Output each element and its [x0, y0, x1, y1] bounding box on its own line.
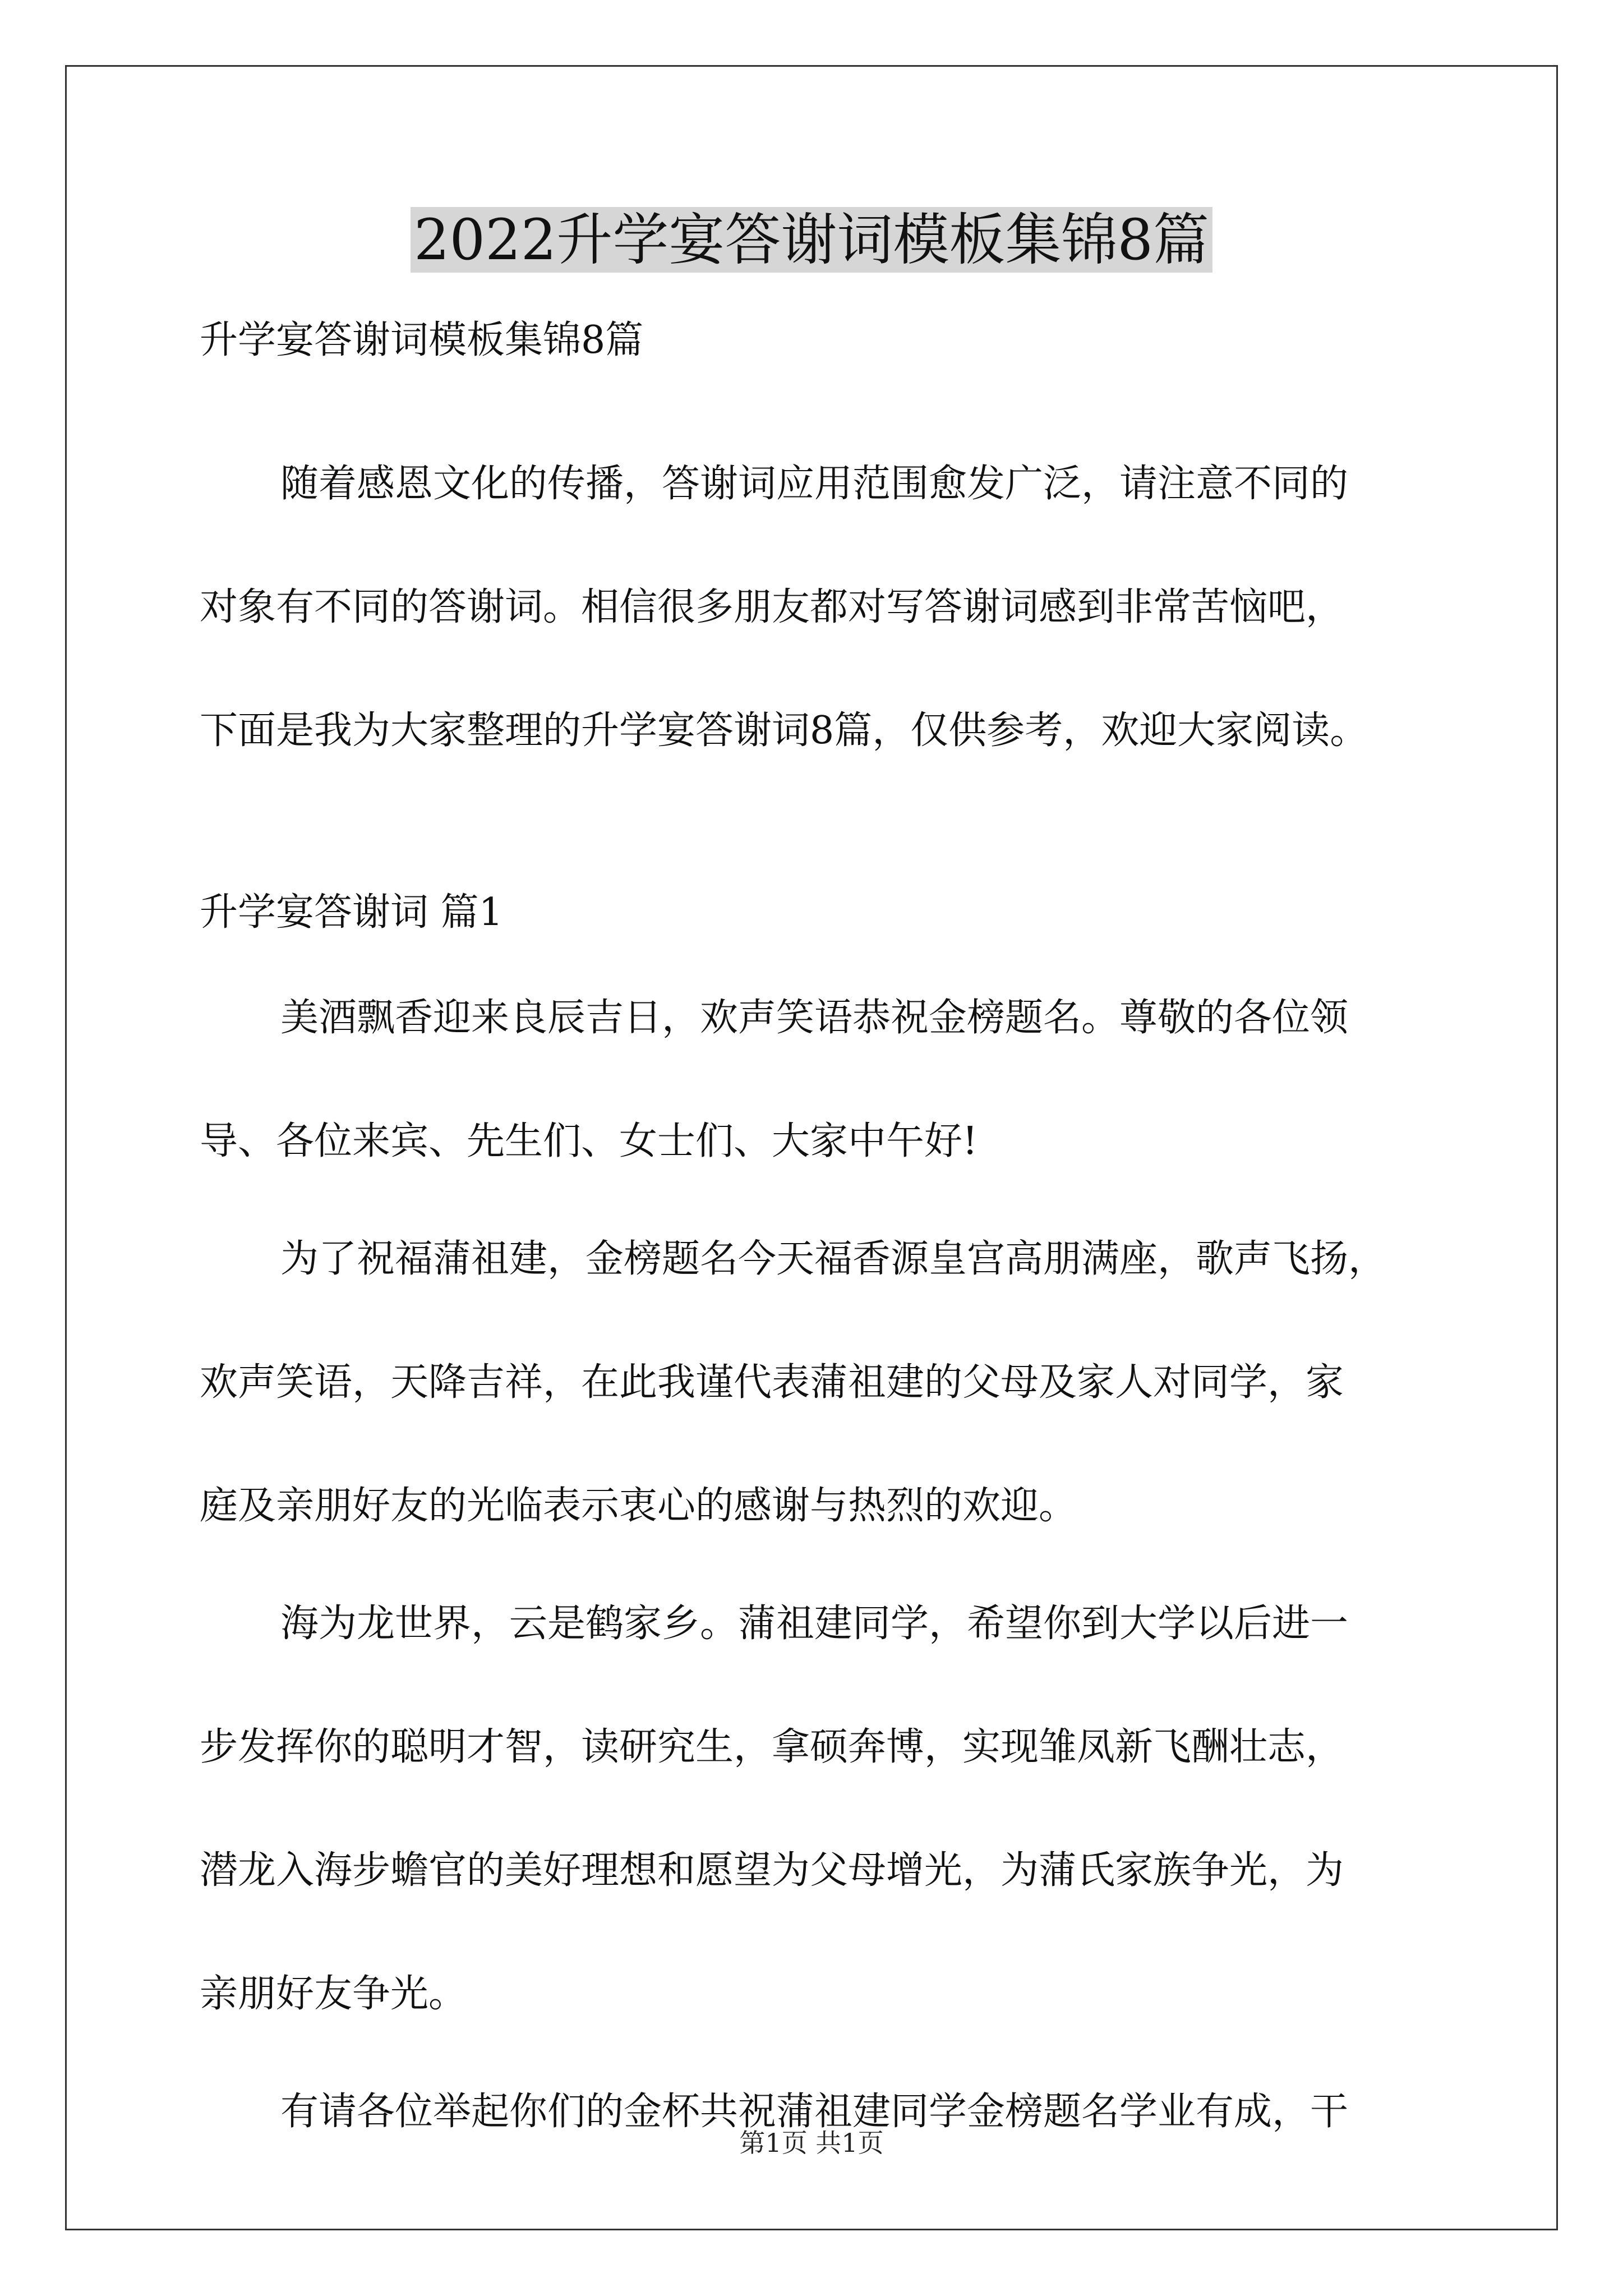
section-heading: 升学宴答谢词 篇1	[200, 890, 503, 935]
paragraph-line: 为了祝福蒲祖建，金榜题名今天福香源皇宫高朋满座，歌声飞扬，	[280, 1237, 1387, 1281]
paragraph-line: 导、各位来宾、先生们、女士们、大家中午好!	[200, 1119, 978, 1163]
subtitle-line: 升学宴答谢词模板集锦8篇	[200, 318, 644, 362]
paragraph-line: 下面是我为大家整理的升学宴答谢词8篇，仅供参考，欢迎大家阅读。	[200, 708, 1368, 753]
paragraph-line: 步发挥你的聪明才智，读研究生，拿硕奔博，实现雏凤新飞酬壮志，	[200, 1725, 1344, 1769]
paragraph-line: 有请各位举起你们的金杯共祝蒲祖建同学金榜题名学业有成，干	[280, 2090, 1349, 2134]
paragraph-line: 欢声笑语，天降吉祥，在此我谨代表蒲祖建的父母及家人对同学，家	[200, 1360, 1344, 1405]
paragraph-line: 亲朋好友争光。	[200, 1972, 467, 2016]
paragraph-line: 美酒飘香迎来良辰吉日，欢声笑语恭祝金榜题名。尊敬的各位领	[280, 996, 1349, 1040]
paragraph-line: 庭及亲朋好友的光临表示衷心的感谢与热烈的欢迎。	[200, 1484, 1077, 1528]
page-footer: 第1页 共1页	[739, 2128, 884, 2158]
paragraph-line: 对象有不同的答谢词。相信很多朋友都对写答谢词感到非常苦恼吧，	[200, 585, 1344, 629]
paragraph-line: 海为龙世界，云是鹤家乡。蒲祖建同学，希望你到大学以后进一	[280, 1602, 1349, 1646]
document-title: 2022升学宴答谢词模板集锦8篇	[0, 201, 1623, 279]
paragraph-line: 随着感恩文化的传播，答谢词应用范围愈发广泛，请注意不同的	[280, 462, 1349, 506]
paragraph-line: 潜龙入海步蟾官的美好理想和愿望为父母增光，为蒲氏家族争光，为	[200, 1848, 1344, 1893]
